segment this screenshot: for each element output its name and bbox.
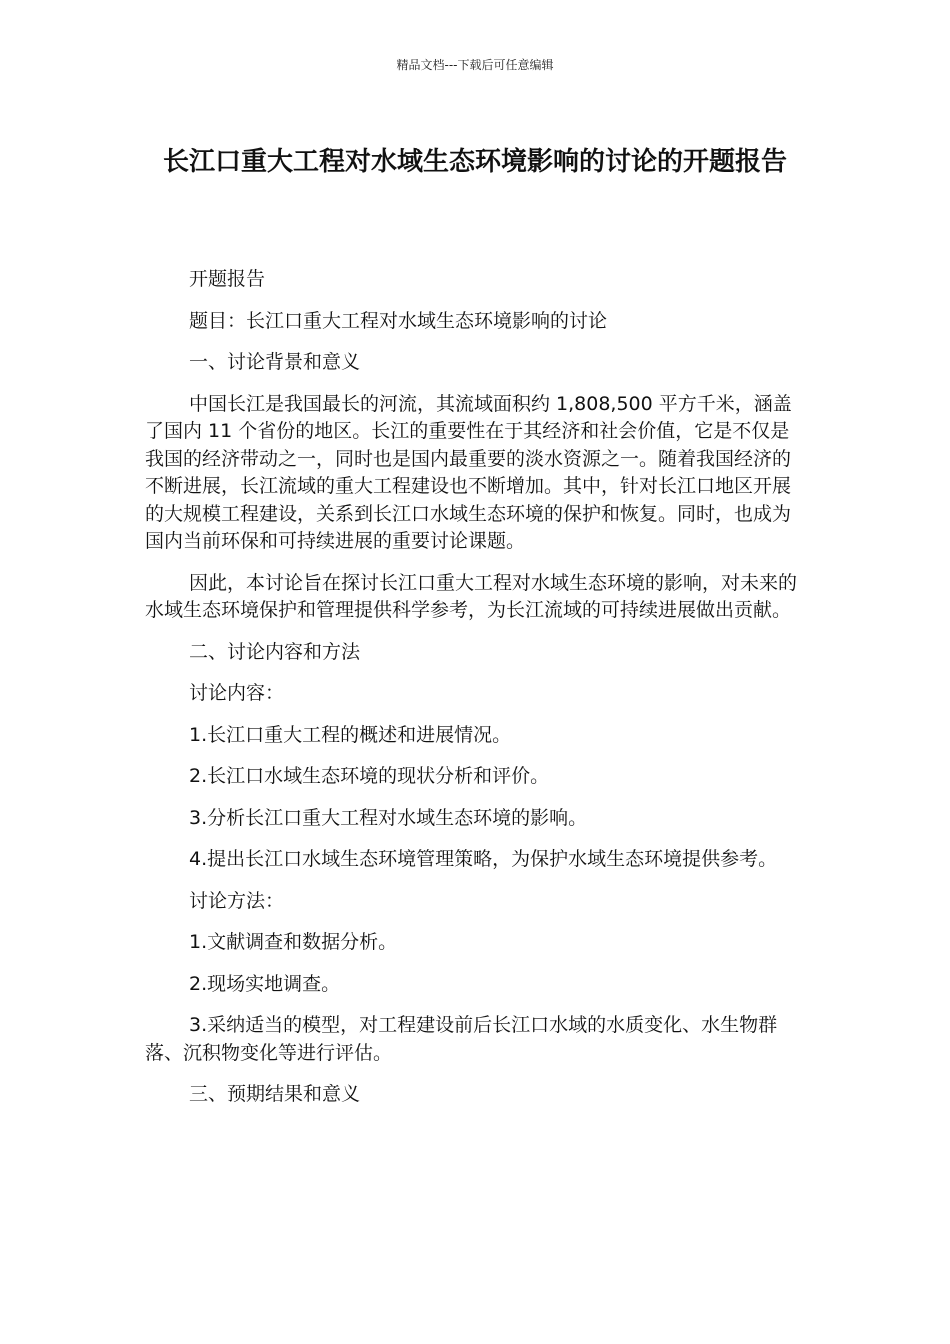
document-body [145,266,805,1123]
document-title: 长江口重大工程对水域生态环境影响的讨论的开题报告 [162,147,787,177]
method-item: 2.现场实地调查。 [189,972,341,995]
topic-line: 题目：长江口重大工程对水域生态环境影响的讨论 [189,309,608,332]
methods-label: 讨论方法： [189,889,285,912]
section-heading-content-methods: 二、讨论内容和方法 [189,640,361,663]
section-heading-background: 一、讨论背景和意义 [189,351,361,373]
content-item: 4.提出长江口水域生态环境管理策略，为保护水域生态环境提供参考。 [189,848,778,870]
content-label: 讨论内容： [189,682,285,704]
section-label: 开题报告 [189,268,266,290]
content-item: 2.长江口水域生态环境的现状分析和评价。 [189,765,550,787]
method-item: 3.采纳适当的模型，对工程建设前后长江口水域的水质变化、水生物群落、沉积物变化等进行评估。 [145,1014,778,1064]
content-item: 3.分析长江口重大工程对水域生态环境的影响。 [189,806,588,829]
purpose-paragraph: 因此，本讨论旨在探讨长江口重大工程对水域生态环境的影响，对未来的水域生态环境保护和管理提供科学参考，为长江流域的可持续进展做出贡献。 [145,571,798,621]
content-item: 1.长江口重大工程的概述和进展情况。 [189,723,512,746]
section-heading-expected-results: 三、预期结果和意义 [189,1083,361,1105]
background-paragraph: 中国长江是我国最长的河流，其流域面积约 1,808,500 平方千米，涵盖了国内 11 个省份的地区。长江的重要性在于其经济和社会价值，它是不仅是我国的经济带动之一，同时也是国内最重要的淡水资源之一。随着我国经济的不断进展，长江流域的重大工程建设也不断增加。其中，针对长江口地区开展的大规模工程建设，关系到长江口水域生态环境的保护和恢复。同时，也成为国内当前环保和可持续进展的重要讨论课题。 [145,392,792,552]
header-note: 精品文档---下载后可任意编辑 [396,58,554,72]
method-item: 1.文献调查和数据分析。 [189,931,398,953]
